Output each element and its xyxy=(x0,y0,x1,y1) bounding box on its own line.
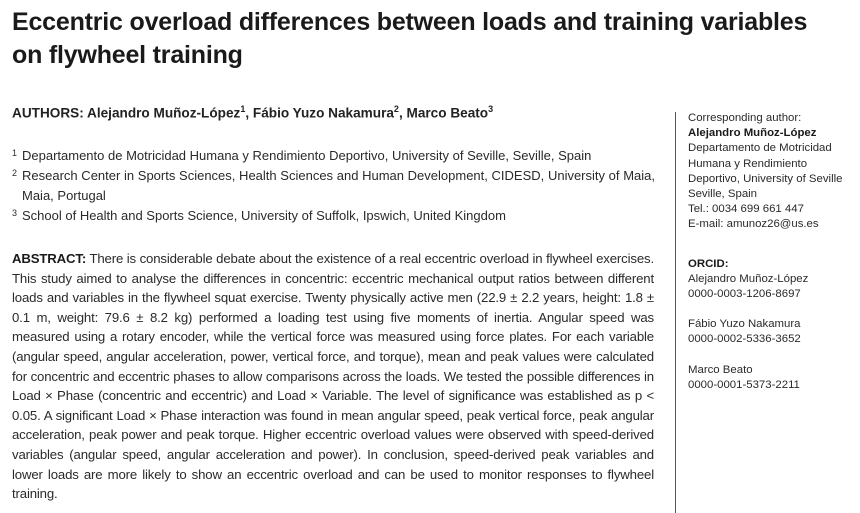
orcid-name: Marco Beato xyxy=(688,363,753,376)
author-name: Alejandro Muñoz-López xyxy=(87,105,241,121)
orcid-label: ORCID: xyxy=(688,257,729,270)
orcid-name: Fábio Yuzo Nakamura xyxy=(688,318,801,331)
sidebar-info xyxy=(688,111,858,393)
affiliation-text: Departamento de Motricidad Humana y Rendimiento Deportivo, University of Seville, Seville, Spain xyxy=(22,148,592,163)
corresponding-author-label: Corresponding author: xyxy=(688,112,802,124)
orcid-name: Alejandro Muñoz-López xyxy=(688,272,809,285)
telephone: Tel.: 0034 699 661 447 xyxy=(688,203,804,216)
column-divider xyxy=(675,112,676,513)
orcid-id: 0000-0003-1206-8697 xyxy=(688,288,801,301)
email: E-mail: amunoz26@us.es xyxy=(688,218,819,231)
abstract-text: There is considerable debate about the existence of a real eccentric overload in flywheel exercises. This study aimed to analyse the differences in concentric: eccentric mechanical output ratios between different loads and variables in the flywheel squat exercise. Twenty physically active men (22.9 ± 2.2 years, height: 1.8 ± 0.1 m, weight: 79.6 ± 8.2 kg) performed a loading test using five moments of inertia. Angular speed was measured using a rotary encoder, while the vertical force was measured using force plates. For each variable (angular speed, angular acceleration, power, vertical force, and torque), mean and peak values were calculated for concentric and eccentric phases to allow comparisons across the loads. We tested the possible differences in Load × Phase (concentric and eccentric) and Load × Variable. The level of significance was established as p < 0.05. A significant Load × Phase interaction was found in mean angular speed, peak vertical force, peak angular acceleration, peak power and peak torque. Higher eccentric overload values were observed with speed-derived variables (angular speed, angular acceleration and power). In conclusion, speed-derived peak variables and lower loads are more likely to show an eccentric overload and can be used to monitor responses to flywheel training. xyxy=(12,251,654,502)
affiliation-item xyxy=(12,146,655,166)
author-name: Fábio Yuzo Nakamura xyxy=(252,105,394,121)
address-line: Deportivo, University of Seville xyxy=(688,172,843,185)
paper-title: Eccentric overload differences between loads and training variables on flywheel training xyxy=(12,8,808,69)
orcid-id: 0000-0002-5336-3652 xyxy=(688,333,801,346)
author-affil-number: 3 xyxy=(488,104,494,114)
affiliation-item xyxy=(12,166,655,206)
authors-line: AUTHORS: Alejandro Muñoz-López$^1$, Fábio Yuzo Nakamura$^2$, Marco Beato$^3$ xyxy=(12,104,494,121)
author-name: Marco Beato xyxy=(406,105,489,121)
orcid-id: 0000-0001-5373-2211 xyxy=(688,378,800,391)
corresponding-author-name: Alejandro Muñoz-López xyxy=(688,127,817,140)
affiliation-number: 3 xyxy=(12,208,18,218)
affiliation-number: 1 xyxy=(12,148,18,158)
author-affil-number: 1 xyxy=(240,104,246,114)
affiliation-text: Research Center in Sports Sciences, Health Sciences and Human Development, CIDESD, University of Maia, Maia, Portugal xyxy=(22,168,655,203)
address-line: Humana y Rendimiento xyxy=(688,157,808,170)
affiliation-item xyxy=(12,206,655,226)
abstract-label: ABSTRACT: xyxy=(12,251,87,266)
affiliation-text: School of Health and Sports Science, University of Suffolk, Ipswich, United Kingdom xyxy=(22,208,506,223)
author-affil-number: 2 xyxy=(393,104,399,114)
address-line: Departamento de Motricidad xyxy=(688,142,832,155)
authors-label: AUTHORS: xyxy=(12,105,84,121)
affiliations xyxy=(12,146,655,226)
address-line: Seville, Spain xyxy=(688,188,758,201)
affiliation-number: 2 xyxy=(12,168,18,178)
abstract xyxy=(12,249,654,504)
